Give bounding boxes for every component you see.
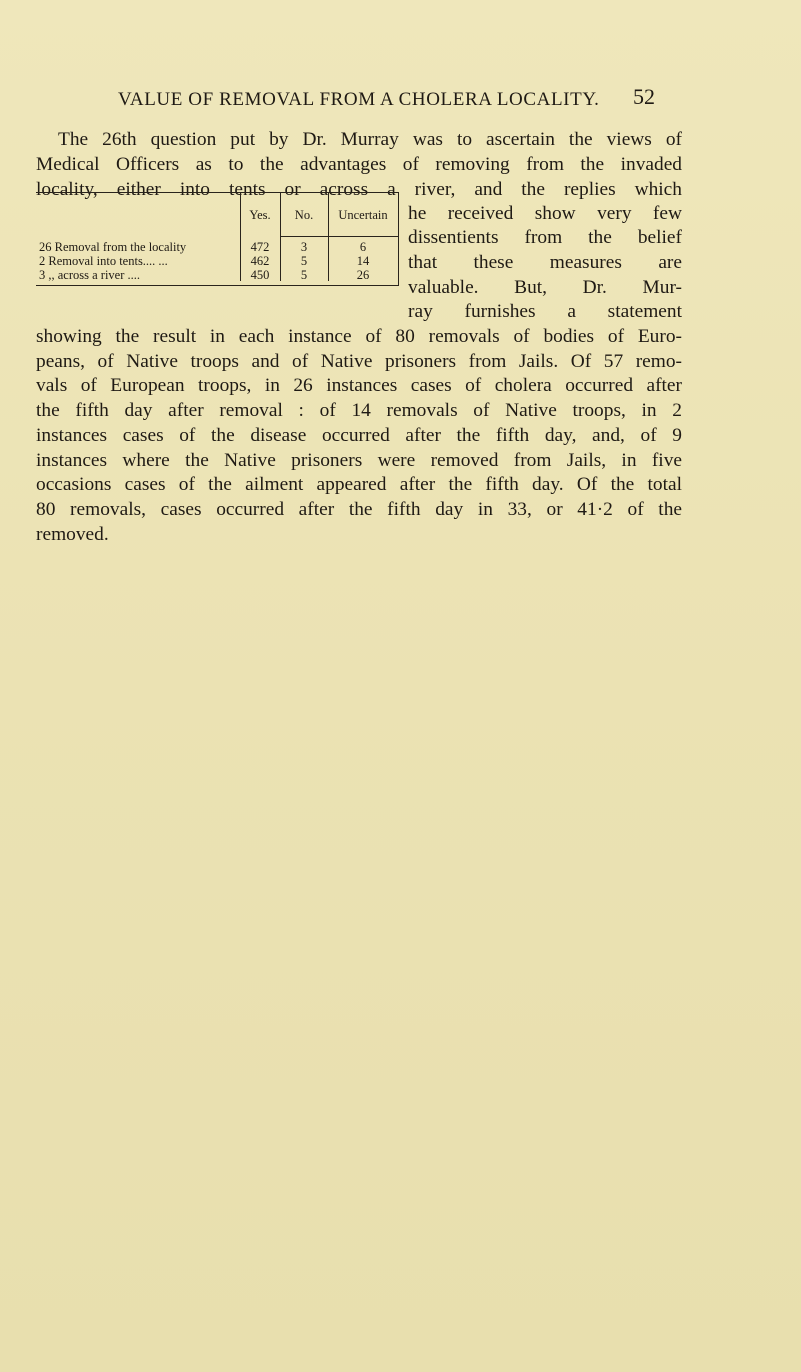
- table-cell: 6: [359, 240, 367, 254]
- text-line: vals of European troops, in 26 instances cases of cholera occurred after: [36, 375, 682, 396]
- table-row-label: 2 Removal into tents.... ...: [39, 254, 168, 268]
- table-cell: 450: [250, 268, 270, 282]
- column-header-uncertain: Uncertain: [338, 208, 388, 222]
- text-line: removed.: [36, 524, 109, 545]
- table-row-label: 3 ,, across a river ....: [39, 268, 141, 282]
- removal-results-table: [36, 192, 399, 286]
- text-line: locality, either into tents or across a river, and the replies which: [36, 179, 682, 200]
- text-line: ray furnishes a statement: [408, 301, 682, 322]
- table-cell: 5: [300, 268, 308, 282]
- text-line: 80 removals, cases occurred after the fifth day in 33, or 41·2 of the: [36, 499, 682, 520]
- text-line: peans, of Native troops and of Native prisoners from Jails. Of 57 remo-: [36, 351, 682, 372]
- table-cell: 5: [300, 254, 308, 268]
- text-line: dissentients from the belief: [408, 227, 682, 248]
- text-line: Medical Officers as to the advantages of removing from the invaded: [36, 154, 682, 175]
- text-line: instances cases of the disease occurred after the fifth day, and, of 9: [36, 425, 682, 446]
- table-cell: 14: [356, 254, 370, 268]
- table-row-label: 26 Removal from the locality: [39, 240, 187, 254]
- table-cell: 26: [356, 268, 370, 282]
- text-line: he received show very few: [408, 203, 682, 224]
- text-line: valuable. But, Dr. Mur-: [408, 277, 682, 298]
- header-rule: [280, 236, 398, 237]
- column-header-no: No.: [294, 208, 314, 222]
- table-cell: 462: [250, 254, 270, 268]
- text-line: the fifth day after removal : of 14 removals of Native troops, in 2: [36, 400, 682, 421]
- column-header-yes: Yes.: [249, 208, 271, 222]
- page-number: 52: [633, 84, 655, 109]
- text-line: occasions cases of the ailment appeared after the fifth day. Of the total: [36, 474, 682, 495]
- text-line: The 26th question put by Dr. Murray was to ascertain the views of: [58, 129, 682, 150]
- text-line: instances where the Native prisoners were removed from Jails, in five: [36, 450, 682, 471]
- table-cell: 472: [250, 240, 270, 254]
- table-cell: 3: [300, 240, 308, 254]
- text-line: that these measures are: [408, 252, 682, 273]
- running-title: VALUE OF REMOVAL FROM A CHOLERA LOCALITY.: [118, 89, 600, 110]
- text-line: showing the result in each instance of 80 removals of bodies of Euro-: [36, 326, 682, 347]
